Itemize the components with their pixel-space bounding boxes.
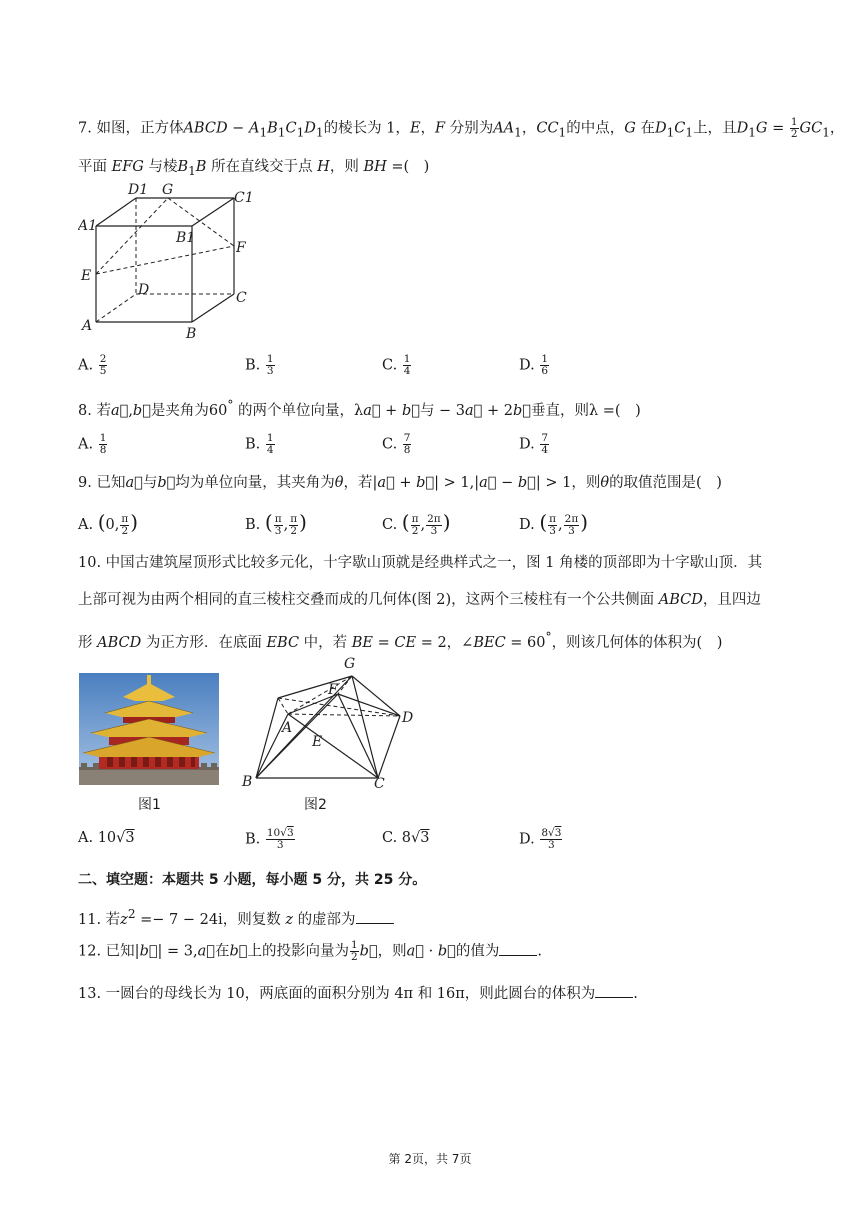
q8-option-b[interactable]: B. $\frac{1}{4}$ bbox=[245, 432, 274, 456]
q9-option-a[interactable]: A. (0, $\frac{\pi}{2}$ ) bbox=[78, 510, 139, 537]
label-E: E bbox=[81, 268, 92, 284]
q9-option-b[interactable]: B. ( $\frac{\pi}{3}$ , $\frac{\pi}{2}$ ) bbox=[245, 510, 307, 537]
section2-heading: 二、填空题：本题共 5 小题，每小题 5 分，共 25 分。 bbox=[78, 872, 427, 888]
label-A: A bbox=[82, 318, 93, 334]
q11-line: 11. 若$z^2 =- 7 - 24i$，则复数 z 的虚部为 bbox=[78, 904, 394, 930]
label-D1: D1 bbox=[128, 182, 149, 198]
q10-option-d[interactable]: D. $\frac{8√3}{3}$ bbox=[519, 827, 562, 851]
q10-option-a[interactable]: A. 10√3 bbox=[78, 830, 135, 846]
label-F: F bbox=[328, 682, 338, 698]
q10-option-b[interactable]: B. $\frac{10√3}{3}$ bbox=[245, 827, 294, 851]
q12-answer-blank[interactable] bbox=[499, 941, 537, 956]
q13-answer-blank[interactable] bbox=[595, 983, 633, 998]
label-E: E bbox=[312, 734, 323, 750]
label-G: G bbox=[344, 656, 356, 672]
q7-line1: 7. 如图，正方体ABCD − $A_1B_1C_1D_1$的棱长为 1，E，F 分别为$AA_1$，$CC_1$的中点，G 在$D_1C_1$上，且$D_1G$ = $\frac{1}{2}$ $GC_1$， bbox=[78, 116, 845, 140]
q8-option-a[interactable]: A. $\frac{1}{8}$ bbox=[78, 432, 107, 456]
edge-a1-d1 bbox=[96, 198, 136, 226]
q10-line1: 10. 中国古建筑屋顶形式比较多元化，十字歇山顶就是经典样式之一，图 1 角楼的顶部即为十字歇山顶．其 bbox=[78, 555, 763, 571]
q9-option-d[interactable]: D. ( $\frac{\pi}{3}$ , $\frac{2\pi}{3}$ ) bbox=[519, 510, 589, 537]
edge-b-c bbox=[192, 294, 234, 322]
label-B: B bbox=[186, 326, 197, 342]
q9-line: 9. 已知a⃗与b⃗均为单位向量，其夹角为θ，若|a⃗ + b⃗| > 1,|a⃗ − b⃗| > 1，则θ的取值范围是( ) bbox=[78, 475, 722, 491]
label-C: C bbox=[374, 776, 385, 792]
figure1-caption: 图1 bbox=[138, 797, 161, 813]
edge-a-d bbox=[96, 294, 136, 322]
q10-option-c[interactable]: C. 8√3 bbox=[382, 830, 430, 846]
label-A: A bbox=[282, 720, 293, 736]
q7-option-b[interactable]: B. $\frac{1}{3}$ bbox=[245, 353, 274, 377]
q7-cube-figure bbox=[78, 178, 258, 343]
q7-option-c[interactable]: C. $\frac{1}{4}$ bbox=[382, 353, 411, 377]
label-C1: C1 bbox=[234, 190, 254, 206]
q11-answer-blank[interactable] bbox=[356, 909, 394, 924]
q7-option-d[interactable]: D. $\frac{1}{6}$ bbox=[519, 353, 549, 377]
q9-option-c[interactable]: C. ( $\frac{\pi}{2}$ , $\frac{2\pi}{3}$ ) bbox=[382, 510, 451, 537]
q8-line: 8. 若a⃗,b⃗是夹角为60° 的两个单位向量，λa⃗ + b⃗与 − 3a⃗ + 2b⃗垂直，则λ =( ) bbox=[78, 398, 641, 419]
label-B: B bbox=[242, 774, 253, 790]
label-B1: B1 bbox=[176, 230, 196, 246]
q10-line2: 上部可视为由两个相同的直三棱柱交叠而成的几何体(图 2)，这两个三棱柱有一个公共侧面 ABCD，且四边 bbox=[78, 592, 761, 608]
figure2-caption: 图2 bbox=[304, 797, 327, 813]
q10-tower-photo bbox=[79, 673, 219, 785]
label-G: G bbox=[162, 182, 174, 198]
edge-b1-c1 bbox=[192, 198, 234, 226]
label-C: C bbox=[236, 290, 247, 306]
label-D: D bbox=[402, 710, 414, 726]
page-footer: 第 2页，共 7页 bbox=[388, 1152, 472, 1166]
q10-line3: 形 ABCD 为正方形．在底面 EBC 中，若 BE = CE = 2，∠BEC = 60°，则该几何体的体积为( ) bbox=[78, 630, 723, 651]
q13-line: 13. 一圆台的母线长为 10，两底面的面积分别为 4π 和 16π，则此圆台的体积为 . bbox=[78, 983, 638, 1004]
label-D: D bbox=[138, 282, 150, 298]
label-F: F bbox=[236, 240, 246, 256]
q7-option-a[interactable]: A. $\frac{2}{5}$ bbox=[78, 353, 107, 377]
line-e-g bbox=[96, 198, 168, 274]
q12-line: 12. 已知|b⃗| = 3,a⃗在b⃗上的投影向量为 $\frac{1}{2}$ b⃗，则a⃗ · b⃗的值为 . bbox=[78, 939, 542, 963]
line-e-f bbox=[96, 246, 234, 274]
q7-line2: 平面 EFG 与棱$B_1B$ 所在直线交于点 H，则 BH =( ) bbox=[78, 159, 430, 178]
q10-solid-figure bbox=[238, 656, 438, 792]
q8-option-d[interactable]: D. $\frac{7}{4}$ bbox=[519, 432, 549, 456]
q8-option-c[interactable]: C. $\frac{7}{8}$ bbox=[382, 432, 411, 456]
label-A1: A1 bbox=[78, 218, 98, 234]
